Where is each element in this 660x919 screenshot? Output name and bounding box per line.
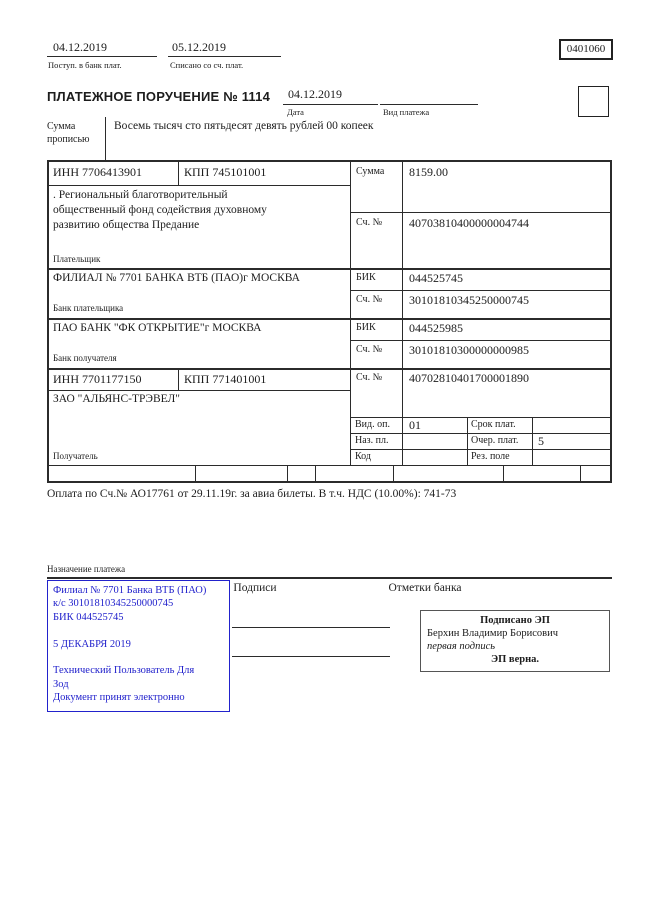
beneficiary-account-label: Сч. № <box>356 372 383 383</box>
esign-verified: ЭП верна. <box>490 654 539 665</box>
stamp-line <box>53 624 224 637</box>
document-title: ПЛАТЕЖНОЕ ПОРУЧЕНИЕ № 1114 <box>47 89 271 104</box>
payer-bank-bik: 044525745 <box>409 271 463 285</box>
priority-value: 5 <box>538 434 544 448</box>
amount-words-label: Сумма прописью <box>47 121 90 145</box>
beneficiary-bank-account-label: Сч. № <box>356 344 383 355</box>
second-signature-line <box>232 656 390 657</box>
strip-divider-2 <box>287 465 288 481</box>
line-under-payer-inn <box>47 185 350 186</box>
beneficiary-bank-account: 30101810300000000985 <box>409 343 529 357</box>
stamp-line: к/с 30101810345250000745 <box>53 598 174 610</box>
payment-type-underline <box>380 104 478 105</box>
stamp-line <box>53 651 224 664</box>
due-date-label: Срок плат. <box>471 419 516 430</box>
stamp-line: Зод <box>53 678 69 690</box>
requisites-table <box>47 160 612 483</box>
beneficiary-label: Получатель <box>53 451 98 461</box>
mini-table-row1 <box>350 433 612 434</box>
beneficiary-bank-bik-label: БИК <box>356 322 376 333</box>
stamp-line: Документ принят электронно <box>53 692 185 704</box>
code-label: Код <box>355 451 371 462</box>
line-under-payer-bank <box>47 318 612 320</box>
label-column-divider <box>350 160 351 465</box>
date-underline <box>283 104 378 105</box>
beneficiary-bank-name: ПАО БАНК "ФК ОТКРЫТИЕ"г МОСКВА <box>53 322 262 334</box>
line-under-benef-inn <box>47 390 350 391</box>
payer-kpp: КПП 745101001 <box>184 165 267 179</box>
payer-bank-label: Банк плательщика <box>53 303 124 313</box>
beneficiary-kpp: КПП 771401001 <box>184 372 267 386</box>
purpose-code-label: Наз. пл. <box>355 435 389 446</box>
document-date-value: 04.12.2019 <box>288 87 342 101</box>
payment-purpose-label: Назначение платежа <box>47 564 126 574</box>
stamp-line: Филиал № 7701 Банка ВТБ (ПАО) <box>53 585 207 596</box>
op-type-label: Вид. оп. <box>355 419 390 430</box>
payer-account-label: Сч. № <box>356 217 383 228</box>
value-column-divider <box>402 160 403 465</box>
mini-table-divider-1 <box>467 417 468 465</box>
stamp-line: 5 ДЕКАБРЯ 2019 <box>53 638 131 650</box>
payer-bank-account-label: Сч. № <box>356 294 383 305</box>
stamp-line: БИК 044525745 <box>53 611 124 623</box>
table-border-top <box>47 160 612 162</box>
amount-label: Сумма <box>356 166 385 177</box>
table-border-right <box>610 160 612 483</box>
beneficiary-inn: ИНН 7701177150 <box>53 372 142 386</box>
payer-account: 40703810400000004744 <box>409 216 529 230</box>
line-under-amount <box>350 212 612 213</box>
debited-date-underline <box>168 56 281 57</box>
amount-value: 8159.00 <box>409 165 448 179</box>
debited-label: Списано со сч. плат. <box>170 60 244 70</box>
purpose-section-bottom-line <box>47 577 612 579</box>
strip-divider-6 <box>580 465 581 481</box>
payer-bank-bik-label: БИК <box>356 272 376 283</box>
line-under-payer <box>47 268 612 270</box>
strip-divider-4 <box>393 465 394 481</box>
received-in-bank-label: Поступ. в банк плат. <box>48 60 122 70</box>
priority-label: Очер. плат. <box>471 435 519 446</box>
payer-bank-account: 30101810345250000745 <box>409 293 529 307</box>
line-under-benef-bank-bik <box>350 340 612 341</box>
strip-divider-5 <box>503 465 504 481</box>
table-border-bottom <box>47 481 612 483</box>
amount-words-value: Восемь тысяч сто пятьдесят девять рублей 00 копеек <box>114 120 374 132</box>
op-type-value: 01 <box>409 418 421 432</box>
esign-subtitle: первая подпись <box>427 641 496 652</box>
payment-type-box <box>578 86 609 117</box>
strip-divider-3 <box>315 465 316 481</box>
beneficiary-name: ЗАО "АЛЬЯНС-ТРЭВЕЛ" <box>53 393 180 405</box>
debited-date: 05.12.2019 <box>172 40 226 54</box>
signatures-header: Подписи <box>233 582 277 594</box>
payer-inn-kpp-divider <box>178 160 179 185</box>
stamp-line: Технический Пользователь Для <box>53 665 195 677</box>
beneficiary-bank-bik: 044525985 <box>409 321 463 335</box>
payment-type-label: Вид платежа <box>383 107 430 117</box>
benef-inn-kpp-divider <box>178 368 179 390</box>
mini-table-divider-2 <box>532 417 533 465</box>
line-under-payer-bank-bik <box>350 290 612 291</box>
payer-name-line-2: общественный фонд содействия духовному <box>53 204 267 216</box>
strip-divider-1 <box>195 465 196 481</box>
first-signature-line <box>232 627 390 628</box>
mini-table-row2 <box>350 449 612 450</box>
reserve-field-label: Рез. поле <box>471 451 510 462</box>
table-border-left <box>47 160 49 483</box>
esign-title: Подписано ЭП <box>480 615 550 626</box>
amount-words-divider <box>105 117 106 160</box>
payer-label: Плательщик <box>53 254 101 264</box>
payment-purpose-text: Оплата по Сч.№ АО17761 от 29.11.19г. за авиа билеты. В т.ч. НДС (10.00%): 741-73 <box>47 488 457 500</box>
strip-row-top <box>47 465 612 466</box>
payer-bank-name: ФИЛИАЛ № 7701 БАНКА ВТБ (ПАО)г МОСКВА <box>53 272 300 284</box>
payer-name-line-3: развитию общества Предание <box>53 219 200 231</box>
date-label: Дата <box>287 107 304 117</box>
received-in-bank-date: 04.12.2019 <box>53 40 107 54</box>
esign-name: Берхин Владимир Борисович <box>427 628 558 639</box>
beneficiary-account: 40702810401700001890 <box>409 371 529 385</box>
bank-marks-header: Отметки банка <box>388 582 462 594</box>
payer-name-line-1: . Региональный благотворительный <box>53 189 228 201</box>
received-date-underline <box>47 56 157 57</box>
electronic-signature-box <box>420 610 610 672</box>
beneficiary-bank-label: Банк получателя <box>53 353 117 363</box>
form-code-box: 0401060 <box>559 39 613 60</box>
mini-table-top <box>350 417 612 418</box>
bank-acceptance-stamp <box>47 580 230 712</box>
line-under-benef-bank <box>47 368 612 370</box>
payer-inn: ИНН 7706413901 <box>53 165 142 179</box>
